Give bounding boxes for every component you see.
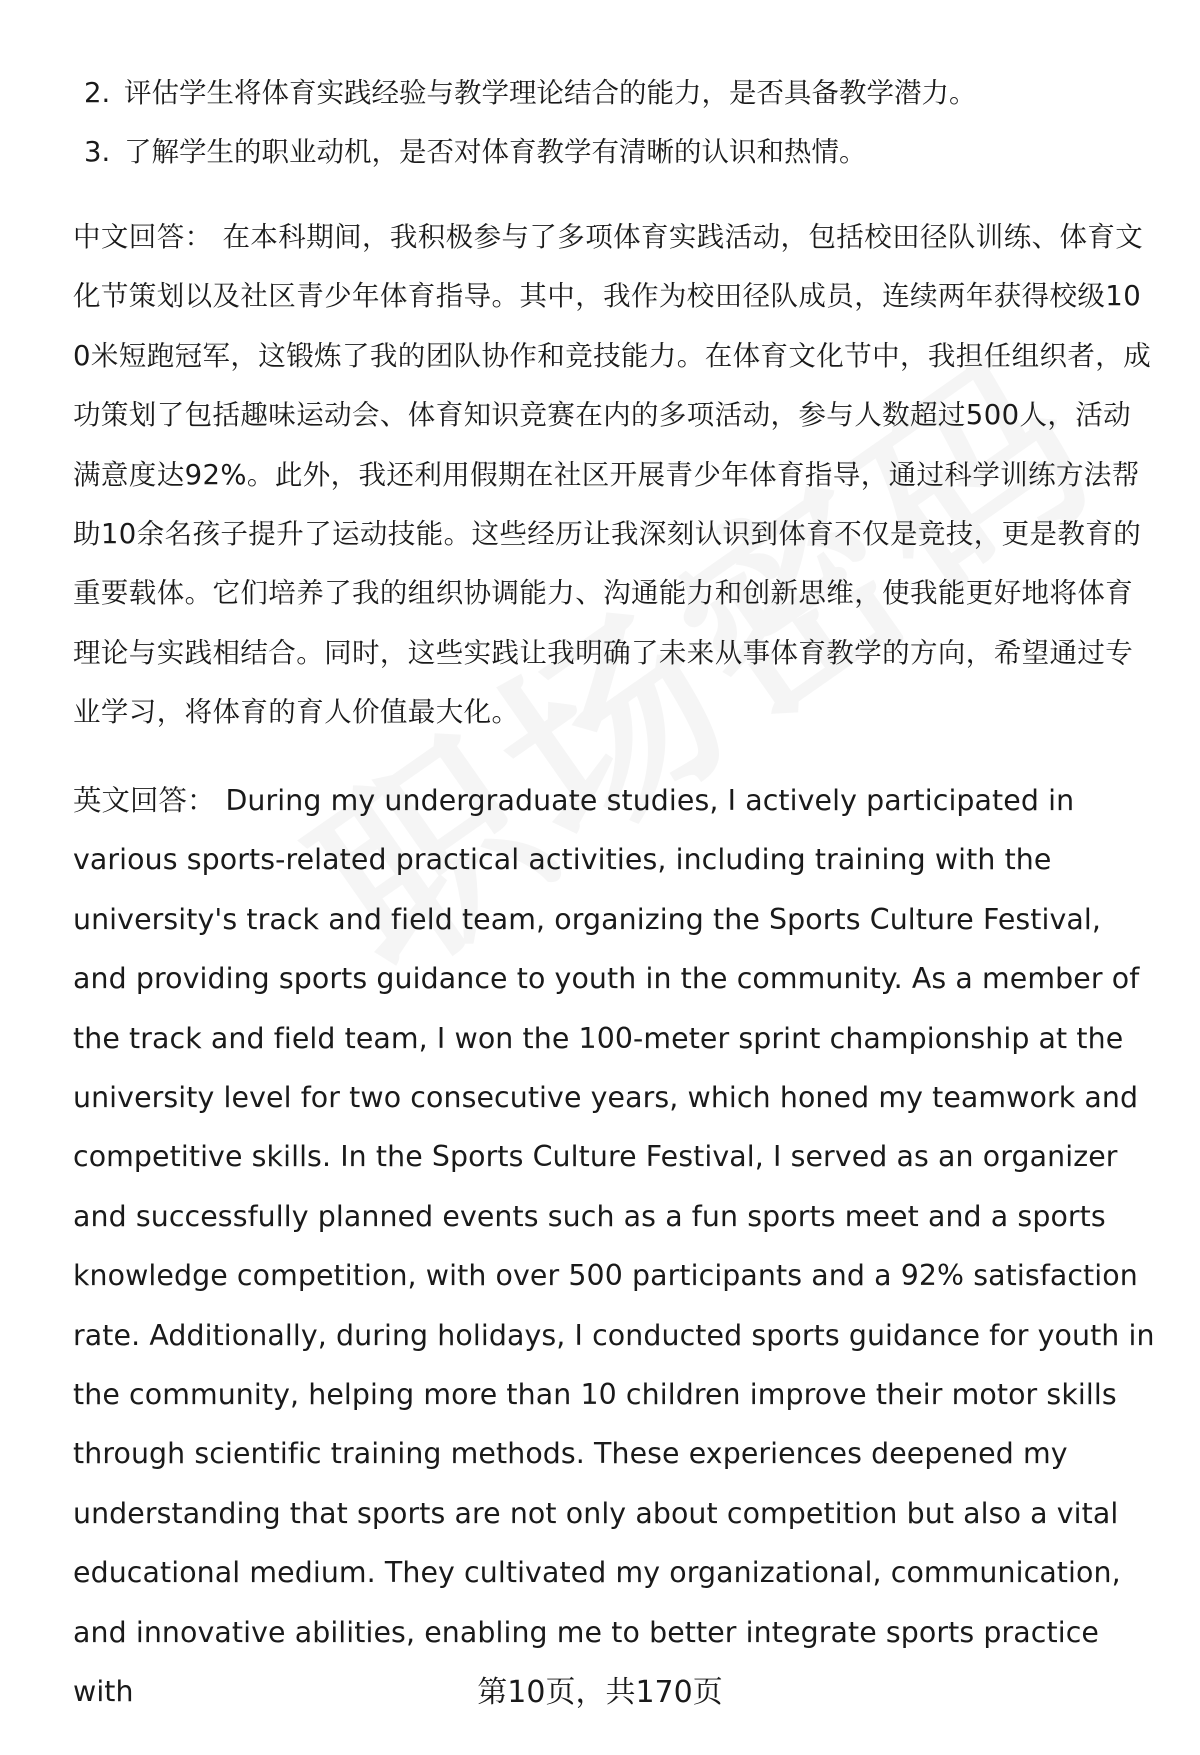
list-item-text: 了解学生的职业动机，是否对体育教学有清晰的认识和热情。 [124,136,867,168]
chinese-answer-label: 中文回答： [73,221,213,253]
question-list [74,64,1144,182]
list-item-number: 3. [84,136,111,168]
list-item [74,123,1144,182]
list-item [74,64,1144,123]
chinese-answer-paragraph [73,208,1158,743]
english-answer-text: During my undergraduate studies, I actively participated in various sports-related practical activities, including training with the university's track and field team, organizing the Sports Culture Festival, and providing sports guidance to youth in the community. As a member of the track and field team, I won the 100-meter sprint championship at the university level for two consecutive years, which honed my teamwork and competitive skills. In the Sports Culture Festival, I served as an organizer and successfully planned events such as a fun sports meet and a sports knowledge competition, with over 500 participants and a 92% satisfaction rate. Additionally, during holidays, I conducted sports guidance for youth in the community, helping more than 10 children improve their motor skills through scientific training methods. These experiences deepened my understanding that sports are not only about competition but also a vital educational medium. They cultivated my organizational, communication, and innovative abilities, enabling me to better integrate sports practice with [73,784,1155,1709]
page-number-footer: 第10页，共170页 [477,1675,723,1710]
english-answer-label: 英文回答： [73,784,216,817]
chinese-answer-text: 在本科期间，我积极参与了多项体育实践活动，包括校田径队训练、体育文化节策划以及社区青少年体育指导。其中，我作为校田径队成员，连续两年获得校级100米短跑冠军，这锻炼了我的团队协作和竞技能力。在体育文化节中，我担任组织者，成功策划了包括趣味运动会、体育知识竞赛在内的多项活动，参与人数超过500人，活动满意度达92%。此外，我还利用假期在社区开展青少年体育指导，通过科学训练方法帮助10余名孩子提升了运动技能。这些经历让我深刻认识到体育不仅是竞技，更是教育的重要载体。它们培养了我的组织协调能力、沟通能力和创新思维，使我能更好地将体育理论与实践相结合。同时，这些实践让我明确了未来从事体育教学的方向，希望通过专业学习，将体育的育人价值最大化。 [73,221,1152,729]
list-item-text: 评估学生将体育实践经验与教学理论结合的能力，是否具备教学潜力。 [124,77,977,109]
english-answer-paragraph [73,771,1158,1722]
list-item-number: 2. [84,77,111,109]
